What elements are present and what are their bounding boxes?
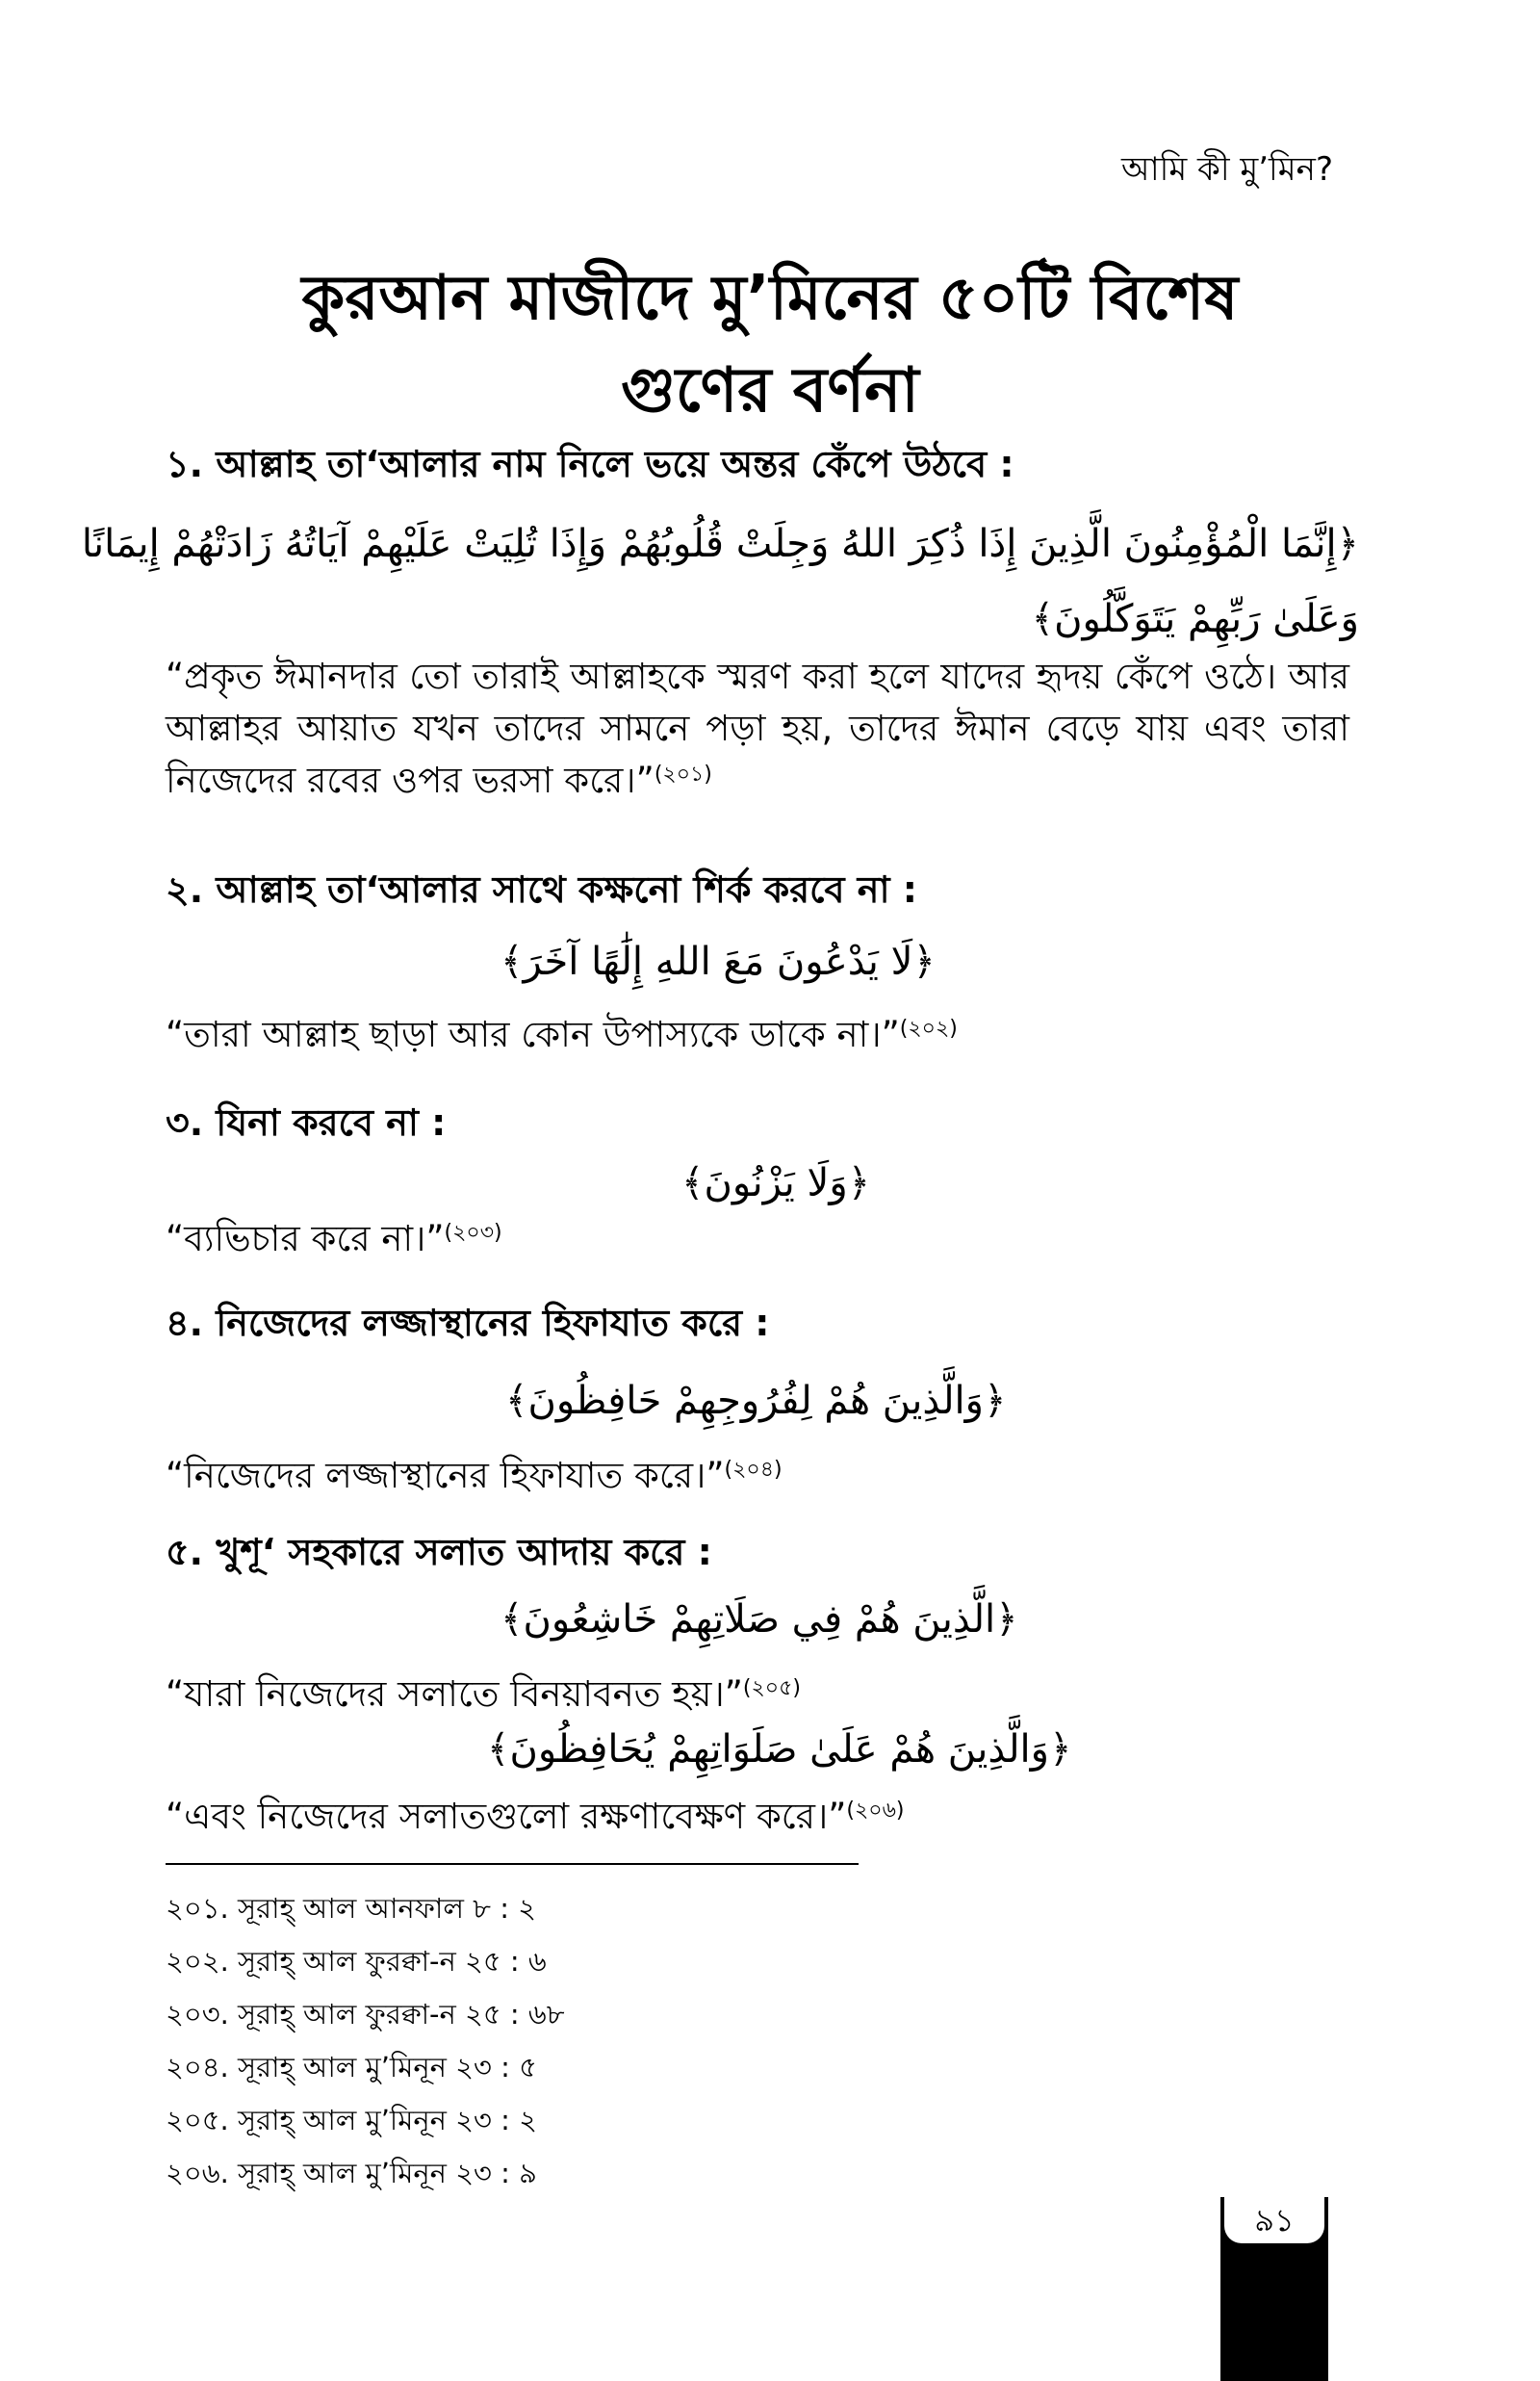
section-3-translation <box>166 1213 1349 1265</box>
section-2-heading: ২. আল্লাহ তা‘আলার সাথে কক্ষনো শির্ক করবে না : <box>166 868 917 911</box>
section-3-arabic: ﴿وَلَا يَزْنُونَ﴾ <box>681 1161 871 1205</box>
footnote-204: ২০৪. সূরাহ্ আল মু’মিনূন ২৩ : ৫ <box>166 2051 537 2083</box>
footnote-205: ২০৫. সূরাহ্ আল মু’মিনূন ২৩ : ২ <box>166 2104 537 2136</box>
section-3-heading: ৩. যিনা করবে না : <box>166 1101 447 1144</box>
section-5-arabic-2: ﴿وَالَّذِينَ هُمْ عَلَىٰ صَلَوَاتِهِمْ يُحَافِظُونَ﴾ <box>487 1727 1072 1772</box>
section-2-translation-text: “তারা আল্লাহ ছাড়া আর কোন উপাস্যকে ডাকে না।” <box>166 1014 900 1055</box>
footnote-divider <box>166 1863 859 1865</box>
footnotes-list <box>166 1882 565 2200</box>
section-5-arabic-1: ﴿الَّذِينَ هُمْ فِي صَلَاتِهِمْ خَاشِعُونَ﴾ <box>500 1597 1018 1642</box>
running-header: আমি কী মু’মিন? <box>1120 150 1333 189</box>
section-3-translation-text: “ব্যভিচার করে না।” <box>166 1218 445 1259</box>
section-1-heading: ১. আল্লাহ তা‘আলার নাম নিলে ভয়ে অন্তর কেঁপে উঠবে : <box>166 443 1014 485</box>
section-5-translation-1-text: “যারা নিজেদের সলাতে বিনয়াবনত হয়।” <box>166 1673 743 1715</box>
section-1-arabic-line-1: ﴿إِنَّمَا الْمُؤْمِنُونَ الَّذِينَ إِذَا ذُكِرَ اللهُ وَجِلَتْ قُلُوبُهُمْ وَإِذَا تُلِيَتْ عَلَيْهِمْ آيَاتُهُ زَادَتْهُمْ إِيمَانًا <box>81 522 1359 566</box>
page-number-tab <box>1220 2197 1328 2381</box>
footnote-206: ২০৬. সূরাহ্ আল মু’মিনূন ২৩ : ৯ <box>166 2157 537 2189</box>
section-1-translation <box>166 651 1349 807</box>
footnote-ref-206: (২০৬) <box>846 1799 905 1823</box>
section-2-arabic: ﴿لَا يَدْعُونَ مَعَ اللهِ إِلَٰهًا آخَرَ﴾ <box>500 940 936 984</box>
footnote-ref-201: (২০১) <box>654 763 712 787</box>
section-4-translation-text: “নিজেদের লজ্জাস্থানের হিফাযাত করে।” <box>166 1455 725 1496</box>
footnote-ref-202: (২০২) <box>899 1017 958 1041</box>
footnote-201: ২০১. সূরাহ্ আল আনফাল ৮ : ২ <box>166 1892 537 1925</box>
section-4-translation <box>166 1450 1349 1502</box>
page-number: ৯১ <box>1224 2197 1324 2243</box>
section-2-translation <box>166 1009 1349 1061</box>
footnote-ref-204: (২০৪) <box>724 1458 783 1482</box>
footnote-202: ২০২. সূরাহ্ আল ফুরক্বা-ন ২৫ : ৬ <box>166 1945 547 1978</box>
footnote-203: ২০৩. সূরাহ্ আল ফুরক্বা-ন ২৫ : ৬৮ <box>166 1998 565 2031</box>
footnote-ref-203: (২০৩) <box>444 1221 502 1245</box>
section-5-translation-2-text: “এবং নিজেদের সলাতগুলো রক্ষণাবেক্ষণ করে।” <box>166 1796 847 1837</box>
chapter-title-line-1: কুরআন মাজীদে মু’মিনের ৫০টি বিশেষ <box>301 263 1239 334</box>
section-5-translation-2 <box>166 1791 1349 1843</box>
chapter-title <box>154 252 1386 437</box>
section-5-translation-1 <box>166 1669 1349 1721</box>
section-1-translation-text: “প্রকৃত ঈমানদার তো তারাই আল্লাহকে স্মরণ করা হলে যাদের হৃদয় কেঁপে ওঠে। আর আল্লাহর আয়াত যখন তাদের সামনে পড়া হয়, তাদের ঈমান বেড়ে যায় এবং তারা নিজেদের রবের ওপর ভরসা করে।” <box>166 656 1349 801</box>
section-4-heading: ৪. নিজেদের লজ্জাস্থানের হিফাযাত করে : <box>166 1302 770 1344</box>
section-5-heading: ৫. খুশূ‘ সহকারে সলাত আদায় করে : <box>166 1531 712 1573</box>
footnote-ref-205: (২০৫) <box>742 1676 801 1700</box>
section-4-arabic: ﴿وَالَّذِينَ هُمْ لِفُرُوجِهِمْ حَافِظُونَ﴾ <box>505 1379 1007 1423</box>
chapter-title-line-2: গুণের বর্ণনা <box>621 355 919 427</box>
section-1-arabic-line-2: وَعَلَىٰ رَبِّهِمْ يَتَوَكَّلُونَ﴾ <box>1031 597 1359 641</box>
